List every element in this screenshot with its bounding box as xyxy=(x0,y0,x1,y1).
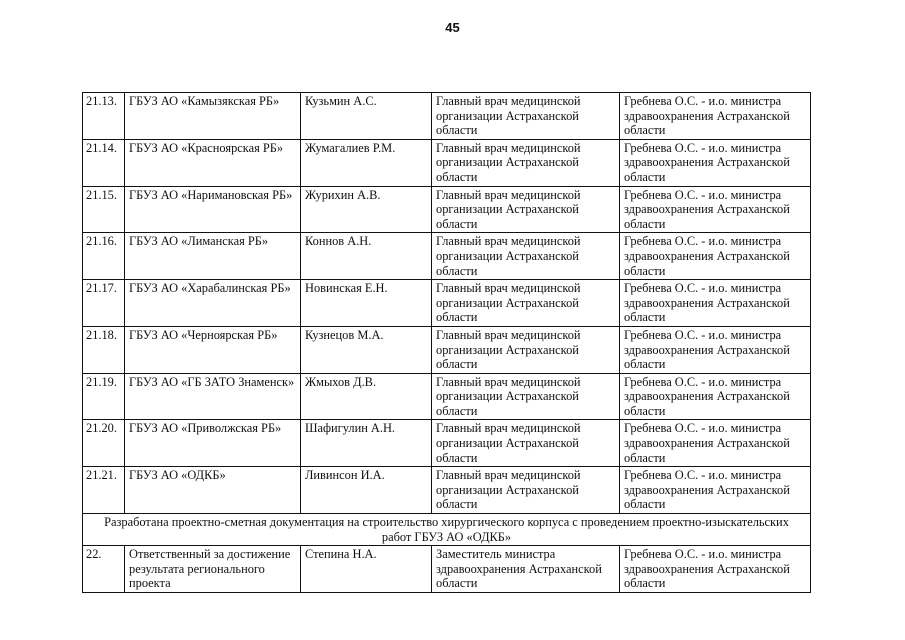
organization-cell: ГБУЗ АО «Наримановская РБ» xyxy=(125,186,301,233)
organization-cell: ГБУЗ АО «Лиманская РБ» xyxy=(125,233,301,280)
organization-cell: ГБУЗ АО «Камызякская РБ» xyxy=(125,93,301,140)
table-row xyxy=(83,420,811,467)
organization-cell: ГБУЗ АО «Приволжская РБ» xyxy=(125,420,301,467)
table-row xyxy=(83,373,811,420)
table-row xyxy=(83,467,811,514)
supervisor-cell: Гребнева О.С. - и.о. министра здравоохранения Астраханской области xyxy=(620,373,811,420)
row-number: 21.17. xyxy=(83,280,125,327)
row-number: 22. xyxy=(83,546,125,593)
supervisor-cell: Гребнева О.С. - и.о. министра здравоохранения Астраханской области xyxy=(620,326,811,373)
person-cell: Жумагалиев Р.М. xyxy=(301,139,432,186)
position-cell: Главный врач медицинской организации Астраханской области xyxy=(432,139,620,186)
position-cell: Главный врач медицинской организации Астраханской области xyxy=(432,467,620,514)
table-row xyxy=(83,546,811,593)
table-row xyxy=(83,326,811,373)
position-cell: Главный врач медицинской организации Астраханской области xyxy=(432,186,620,233)
table-row xyxy=(83,280,811,327)
supervisor-cell: Гребнева О.С. - и.о. министра здравоохранения Астраханской области xyxy=(620,280,811,327)
organization-cell: ГБУЗ АО «Черноярская РБ» xyxy=(125,326,301,373)
person-cell: Коннов А.Н. xyxy=(301,233,432,280)
row-number: 21.15. xyxy=(83,186,125,233)
table-row xyxy=(83,139,811,186)
person-cell: Кузьмин А.С. xyxy=(301,93,432,140)
row-number: 21.16. xyxy=(83,233,125,280)
row-number: 21.14. xyxy=(83,139,125,186)
position-cell: Главный врач медицинской организации Астраханской области xyxy=(432,233,620,280)
table-row xyxy=(83,233,811,280)
position-cell: Главный врач медицинской организации Астраханской области xyxy=(432,326,620,373)
person-cell: Ливинсон И.А. xyxy=(301,467,432,514)
table-row xyxy=(83,186,811,233)
section-title: Разработана проектно-сметная документация на строительство хирургического корпуса с проведением проектно-изыскательских работ ГБУЗ АО «ОДКБ» xyxy=(83,514,811,546)
supervisor-cell: Гребнева О.С. - и.о. министра здравоохранения Астраханской области xyxy=(620,233,811,280)
supervisor-cell: Гребнева О.С. - и.о. министра здравоохранения Астраханской области xyxy=(620,93,811,140)
position-cell: Заместитель министра здравоохранения Астраханской области xyxy=(432,546,620,593)
person-cell: Новинская Е.Н. xyxy=(301,280,432,327)
position-cell: Главный врач медицинской организации Астраханской области xyxy=(432,420,620,467)
organization-cell: Ответственный за достижение результата регионального проекта xyxy=(125,546,301,593)
section-row xyxy=(83,514,811,546)
page-number: 45 xyxy=(445,20,460,35)
person-cell: Жмыхов Д.В. xyxy=(301,373,432,420)
row-number: 21.21. xyxy=(83,467,125,514)
row-number: 21.20. xyxy=(83,420,125,467)
supervisor-cell: Гребнева О.С. - и.о. министра здравоохранения Астраханской области xyxy=(620,467,811,514)
supervisor-cell: Гребнева О.С. - и.о. министра здравоохранения Астраханской области xyxy=(620,546,811,593)
table-row xyxy=(83,93,811,140)
row-number: 21.18. xyxy=(83,326,125,373)
organization-cell: ГБУЗ АО «ГБ ЗАТО Знаменск» xyxy=(125,373,301,420)
responsibility-table xyxy=(82,92,811,593)
person-cell: Журихин А.В. xyxy=(301,186,432,233)
supervisor-cell: Гребнева О.С. - и.о. министра здравоохранения Астраханской области xyxy=(620,139,811,186)
person-cell: Степина Н.А. xyxy=(301,546,432,593)
organization-cell: ГБУЗ АО «Красноярская РБ» xyxy=(125,139,301,186)
supervisor-cell: Гребнева О.С. - и.о. министра здравоохранения Астраханской области xyxy=(620,420,811,467)
person-cell: Кузнецов М.А. xyxy=(301,326,432,373)
position-cell: Главный врач медицинской организации Астраханской области xyxy=(432,280,620,327)
position-cell: Главный врач медицинской организации Астраханской области xyxy=(432,93,620,140)
supervisor-cell: Гребнева О.С. - и.о. министра здравоохранения Астраханской области xyxy=(620,186,811,233)
organization-cell: ГБУЗ АО «ОДКБ» xyxy=(125,467,301,514)
organization-cell: ГБУЗ АО «Харабалинская РБ» xyxy=(125,280,301,327)
row-number: 21.19. xyxy=(83,373,125,420)
position-cell: Главный врач медицинской организации Астраханской области xyxy=(432,373,620,420)
person-cell: Шафигулин А.Н. xyxy=(301,420,432,467)
row-number: 21.13. xyxy=(83,93,125,140)
